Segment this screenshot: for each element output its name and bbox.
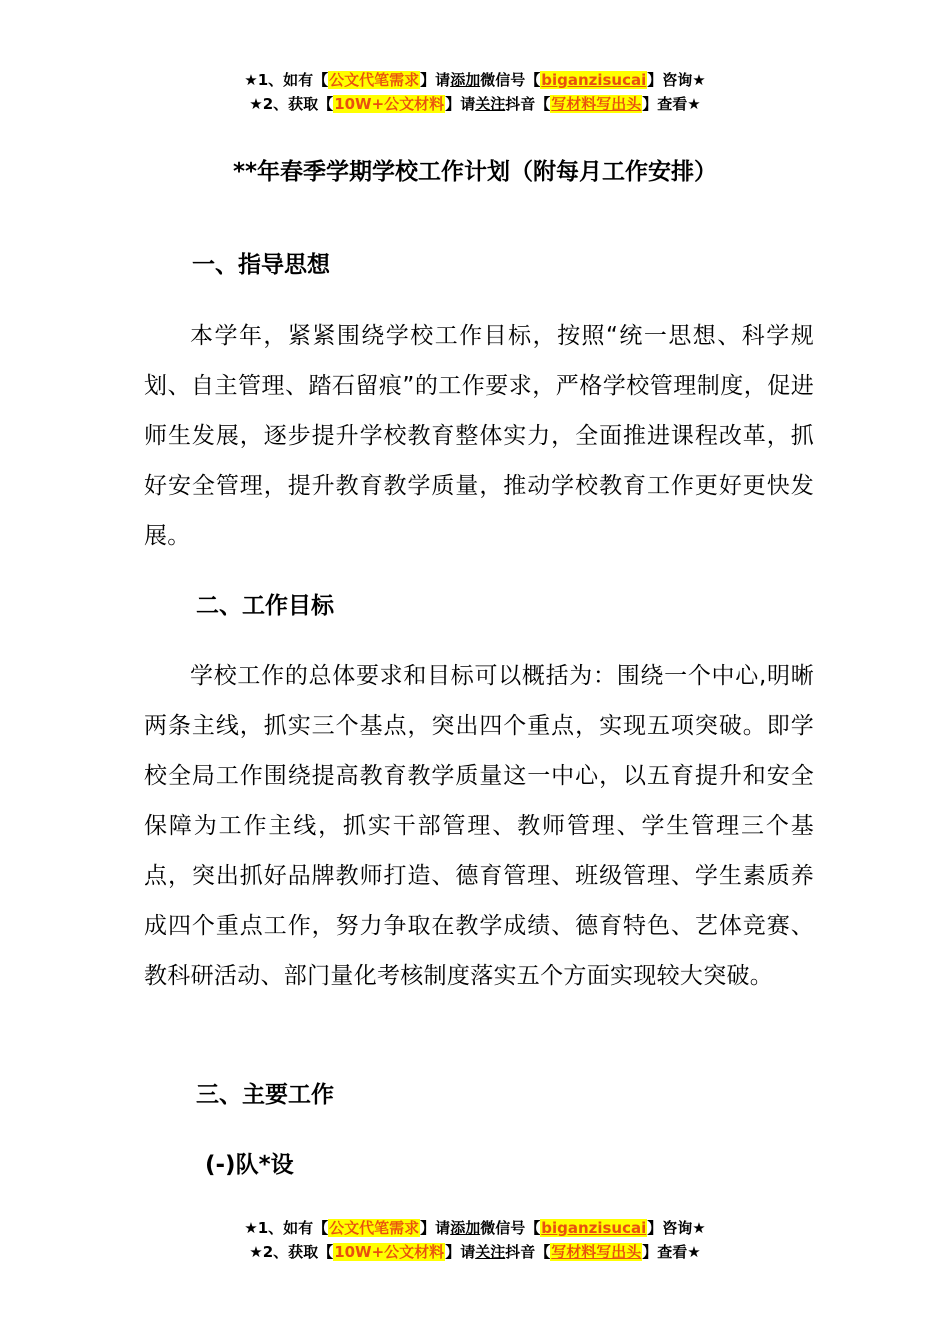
promo-text: 抖音【	[505, 1243, 551, 1261]
promo-text: 微信号【	[480, 1219, 541, 1237]
promo-text: ★1、如有【	[244, 71, 329, 89]
promo-line-1	[0, 1216, 950, 1240]
promo-banner-top	[0, 68, 950, 116]
promo-douyin-id: 写材料写出头	[551, 95, 642, 113]
promo-wechat-id: biganzisucai	[541, 71, 647, 89]
promo-underlined-text: 添加	[450, 1219, 481, 1237]
promo-banner-bottom	[0, 1216, 950, 1264]
promo-line-2	[0, 1240, 950, 1264]
promo-text: ★1、如有【	[244, 1219, 329, 1237]
section-heading-guiding-ideology: 一、指导思想	[192, 252, 330, 278]
promo-text: 】咨询★	[647, 1219, 706, 1237]
section-body-work-goals: 学校工作的总体要求和目标可以概括为：围绕一个中心,明晰两条主线，抓实三个基点，突出四个重点，实现五项突破。即学校全局工作围绕提高教育教学质量这一中心，以五育提升和安全保障为工作主线，抓实干部管理、教师管理、学生管理三个基点，突出抓好品牌教师打造、德育管理、班级管理、学生素质养成四个重点工作，努力争取在教学成绩、德育特色、艺体竞赛、教科研活动、部门量化考核制度落实五个方面实现较大突破。	[144, 663, 814, 989]
promo-underlined-text: 关注	[475, 1243, 506, 1261]
promo-highlight: 公文代笔需求	[329, 1219, 420, 1237]
promo-text: 】咨询★	[647, 71, 706, 89]
promo-text: ★2、获取【	[249, 95, 334, 113]
promo-text: ★2、获取【	[249, 1243, 334, 1261]
promo-text: 】请	[420, 71, 451, 89]
document-title: **年春季学期学校工作计划（附每月工作安排）	[232, 159, 718, 185]
promo-text: 】请	[420, 1219, 451, 1237]
section-heading-main-work: 三、主要工作	[196, 1082, 334, 1108]
promo-text: 抖音【	[505, 95, 551, 113]
promo-underlined-text: 添加	[450, 71, 481, 89]
promo-text: 】查看★	[642, 95, 701, 113]
promo-text: 微信号【	[480, 71, 541, 89]
promo-line-1	[0, 68, 950, 92]
promo-wechat-id: biganzisucai	[541, 1219, 647, 1237]
promo-text: 】请	[445, 95, 476, 113]
promo-highlight: 10W+公文材料	[334, 95, 445, 113]
section-heading-work-goals: 二、工作目标	[196, 593, 334, 619]
promo-highlight: 10W+公文材料	[334, 1243, 445, 1261]
promo-text: 】请	[445, 1243, 476, 1261]
section-body-guiding-ideology: 本学年，紧紧围绕学校工作目标，按照“统一思想、科学规划、自主管理、踏石留痕”的工作要求，严格学校管理制度，促进师生发展，逐步提升学校教育整体实力，全面推进课程改革，抓好安全管理，提升教育教学质量，推动学校教育工作更好更快发展。	[144, 323, 814, 549]
promo-text: 】查看★	[642, 1243, 701, 1261]
promo-highlight: 公文代笔需求	[329, 71, 420, 89]
promo-underlined-text: 关注	[475, 95, 506, 113]
promo-douyin-id: 写材料写出头	[551, 1243, 642, 1261]
promo-line-2	[0, 92, 950, 116]
subsection-heading-team-building: (-)队*设	[205, 1152, 294, 1178]
